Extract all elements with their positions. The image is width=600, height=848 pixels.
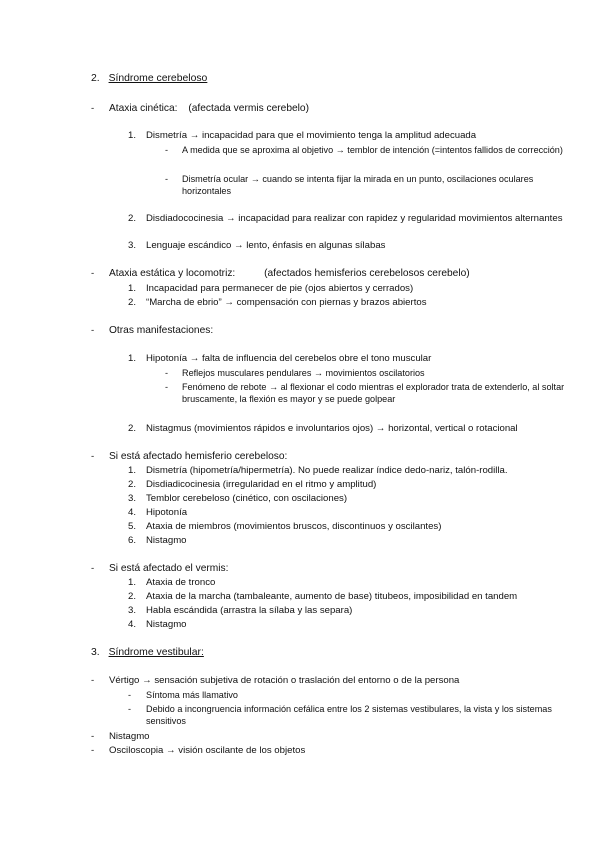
block-title: Osciloscopia → visión oscilante de los objetos bbox=[109, 745, 306, 756]
item-text: Ataxia de tronco bbox=[146, 577, 216, 588]
block-title: Si está afectado hemisferio cerebeloso: bbox=[109, 451, 288, 462]
item-text: Dismetría (hipometría/hipermetría). No puede realizar índice dedo-nariz, talón-rodilla. bbox=[146, 465, 508, 476]
sub-item-text: Reflejos musculares pendulares → movimientos oscilatorios bbox=[182, 368, 425, 378]
section-title: Síndrome vestibular: bbox=[108, 647, 204, 658]
item-number: 2. bbox=[128, 297, 137, 308]
sub-item-text: A medida que se aproxima al objetivo → temblor de intención (=intentos fallidos de corrección) bbox=[182, 145, 563, 155]
item-text: Disdiadococinesia → incapacidad para realizar con rapidez y regularidad movimientos alternantes bbox=[146, 213, 563, 224]
item-text: Dismetría → incapacidad para que el movimiento tenga la amplitud adecuada bbox=[146, 130, 477, 141]
item-number: 1. bbox=[128, 577, 137, 588]
bullet-dash: - bbox=[91, 731, 95, 742]
item-number: 2. bbox=[128, 423, 137, 434]
bullet-dash: - bbox=[91, 268, 95, 279]
sub-bullet-dash: - bbox=[165, 174, 169, 184]
item-number: 1. bbox=[128, 130, 137, 141]
item-number: 5. bbox=[128, 521, 137, 532]
section-number: 2. bbox=[91, 73, 100, 84]
item-text: Hipotonía bbox=[146, 507, 188, 518]
item-text: “Marcha de ebrio” → compensación con piernas y brazos abiertos bbox=[146, 297, 427, 308]
sub-item-text: Debido a incongruencia información cefálica entre los 2 sistemas vestibulares, la vista y los sistemas sensitivos bbox=[146, 704, 552, 726]
item-text: Ataxia de la marcha (tambaleante, aumento de base) titubeos, imposibilidad en tandem bbox=[146, 591, 518, 602]
item-number: 2. bbox=[128, 591, 137, 602]
item-text: Lenguaje escándico → lento, énfasis en algunas sílabas bbox=[146, 240, 386, 251]
block-title: Si está afectado el vermis: bbox=[109, 563, 229, 574]
item-number: 1. bbox=[128, 465, 137, 476]
item-number: 1. bbox=[128, 283, 137, 294]
item-number: 4. bbox=[128, 507, 137, 518]
block-note: (afectados hemisferios cerebelosos cerebelo) bbox=[264, 268, 470, 279]
item-number: 3. bbox=[128, 493, 137, 504]
item-text: Disdiadicocinesia (irregularidad en el ritmo y amplitud) bbox=[146, 479, 377, 490]
bullet-dash: - bbox=[91, 675, 95, 686]
sub-bullet-dash: - bbox=[165, 382, 169, 392]
section-number: 3. bbox=[91, 647, 100, 658]
block-title: Nistagmo bbox=[109, 731, 150, 742]
block-title-text: Ataxia cinética: bbox=[109, 103, 178, 114]
item-text: Temblor cerebeloso (cinético, con oscilaciones) bbox=[146, 493, 348, 504]
bullet-dash: - bbox=[91, 103, 95, 114]
block-title bbox=[109, 103, 309, 115]
item-text: Incapacidad para permanecer de pie (ojos abiertos y cerrados) bbox=[146, 283, 414, 294]
block-title-text: Ataxia estática y locomotriz: bbox=[109, 268, 236, 279]
item-number: 3. bbox=[128, 240, 137, 251]
section-title: Síndrome cerebeloso bbox=[108, 73, 208, 84]
item-text: Nistagmo bbox=[146, 619, 187, 630]
item-text: Hipotonía → falta de influencia del cerebelos obre el tono muscular bbox=[146, 353, 432, 364]
bullet-dash: - bbox=[91, 563, 95, 574]
block-title: Otras manifestaciones: bbox=[109, 325, 214, 336]
section-heading bbox=[91, 73, 207, 85]
sub-bullet-dash: - bbox=[165, 145, 169, 155]
bullet-dash: - bbox=[91, 745, 95, 756]
bullet-dash: - bbox=[91, 451, 95, 462]
sub-bullet-dash: - bbox=[128, 704, 132, 714]
sub-bullet-dash: - bbox=[165, 368, 169, 378]
item-number: 2. bbox=[128, 479, 137, 490]
block-title: Vértigo → sensación subjetiva de rotación o traslación del entorno o de la persona bbox=[109, 675, 460, 686]
item-number: 3. bbox=[128, 605, 137, 616]
item-text: Habla escándida (arrastra la sílaba y las separa) bbox=[146, 605, 353, 616]
bullet-dash: - bbox=[91, 325, 95, 336]
item-number: 2. bbox=[128, 213, 137, 224]
sub-bullet-dash: - bbox=[128, 690, 132, 700]
sub-item-text: Fenómeno de rebote → al flexionar el codo mientras el explorador trata de extenderlo, al soltar bruscamente, la flexión es mayor y se puede golpear bbox=[182, 382, 565, 404]
item-number: 1. bbox=[128, 353, 137, 364]
item-text: Nistagmo bbox=[146, 535, 187, 546]
section-heading bbox=[91, 647, 204, 659]
sub-item-text: Síntoma más llamativo bbox=[146, 690, 238, 700]
item-text: Ataxia de miembros (movimientos bruscos, discontinuos y oscilantes) bbox=[146, 521, 442, 532]
block-title bbox=[109, 268, 470, 280]
block-note: (afectada vermis cerebelo) bbox=[188, 103, 309, 114]
sub-item-text: Dismetría ocular → cuando se intenta fijar la mirada en un punto, oscilaciones oculares horizontales bbox=[182, 174, 534, 196]
item-number: 6. bbox=[128, 535, 137, 546]
item-number: 4. bbox=[128, 619, 137, 630]
item-text: Nistagmus (movimientos rápidos e involuntarios ojos) → horizontal, vertical o rotacional bbox=[146, 423, 518, 434]
